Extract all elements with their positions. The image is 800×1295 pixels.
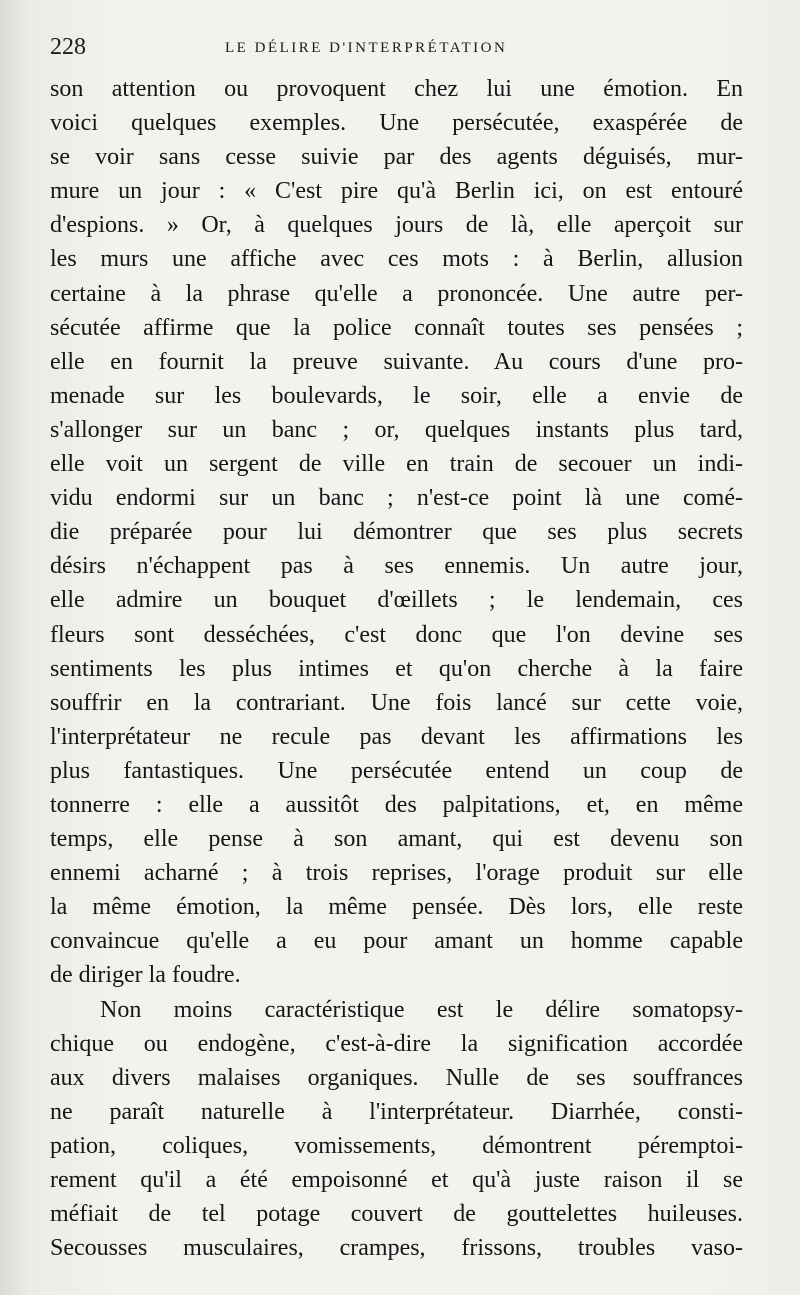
text-line: fleurs sont desséchées, c'est donc que l'on devine ses: [50, 621, 743, 648]
text-line: de diriger la foudre.: [50, 962, 241, 989]
text-line: voici quelques exemples. Une persécutée, exaspérée de: [50, 110, 743, 137]
text-line: pation, coliques, vomissements, démontrent péremptoi-: [50, 1132, 743, 1159]
text-line: méfiait de tel potage couvert de gouttelettes huileuses.: [50, 1201, 743, 1228]
text-line: sécutée affirme que la police connaît toutes ses pensées ;: [50, 314, 743, 341]
text-line: tonnerre : elle a aussitôt des palpitations, et, en même: [50, 791, 743, 818]
text-line: vidu endormi sur un banc ; n'est-ce point là une comé-: [50, 485, 743, 512]
text-line: la même émotion, la même pensée. Dès lors, elle reste: [50, 894, 743, 921]
running-title: LE DÉLIRE D'INTERPRÉTATION: [225, 40, 508, 56]
text-line: elle voit un sergent de ville en train de secouer un indi-: [50, 451, 743, 478]
text-line: Secousses musculaires, crampes, frissons, troubles vaso-: [50, 1235, 743, 1262]
text-line: aux divers malaises organiques. Nulle de ses souffrances: [50, 1064, 743, 1091]
text-line: convaincue qu'elle a eu pour amant un homme capable: [50, 928, 743, 955]
body-text: [50, 72, 743, 1265]
text-line: elle en fournit la preuve suivante. Au cours d'une pro-: [50, 348, 743, 375]
text-line: plus fantastiques. Une persécutée entend un coup de: [50, 757, 743, 784]
text-line: menade sur les boulevards, le soir, elle a envie de: [50, 382, 743, 409]
text-line: l'interprétateur ne recule pas devant les affirmations les: [50, 723, 743, 750]
text-line: sentiments les plus intimes et qu'on cherche à la faire: [50, 655, 743, 682]
paragraph: [50, 72, 743, 993]
page-number: 228: [50, 34, 86, 60]
text-line: souffrir en la contrariant. Une fois lancé sur cette voie,: [50, 689, 743, 716]
paragraph: [50, 993, 743, 1266]
text-line: ne paraît naturelle à l'interprétateur. Diarrhée, consti-: [50, 1098, 743, 1125]
page-header: [50, 34, 750, 64]
text-line: se voir sans cesse suivie par des agents déguisés, mur-: [50, 144, 743, 171]
text-line: ennemi acharné ; à trois reprises, l'orage produit sur elle: [50, 860, 743, 887]
text-line: rement qu'il a été empoisonné et qu'à juste raison il se: [50, 1167, 743, 1193]
text-line: elle admire un bouquet d'œillets ; le lendemain, ces: [50, 587, 743, 614]
text-line: die préparée pour lui démontrer que ses plus secrets: [50, 519, 743, 546]
text-line: Non moins caractéristique est le délire somatopsy-: [100, 996, 743, 1023]
text-line: mure un jour : « C'est pire qu'à Berlin ici, on est entouré: [50, 178, 743, 205]
text-line: les murs une affiche avec ces mots : à Berlin, allusion: [50, 246, 743, 273]
text-line: s'allonger sur un banc ; or, quelques instants plus tard,: [50, 416, 743, 443]
text-line: son attention ou provoquent chez lui une émotion. En: [50, 76, 743, 102]
text-line: d'espions. » Or, à quelques jours de là, elle aperçoit sur: [50, 212, 743, 239]
text-line: certaine à la phrase qu'elle a prononcée. Une autre per-: [50, 280, 743, 307]
text-line: chique ou endogène, c'est-à-dire la signification accordée: [50, 1030, 743, 1057]
text-line: temps, elle pense à son amant, qui est devenu son: [50, 826, 743, 853]
text-line: désirs n'échappent pas à ses ennemis. Un autre jour,: [50, 553, 743, 580]
